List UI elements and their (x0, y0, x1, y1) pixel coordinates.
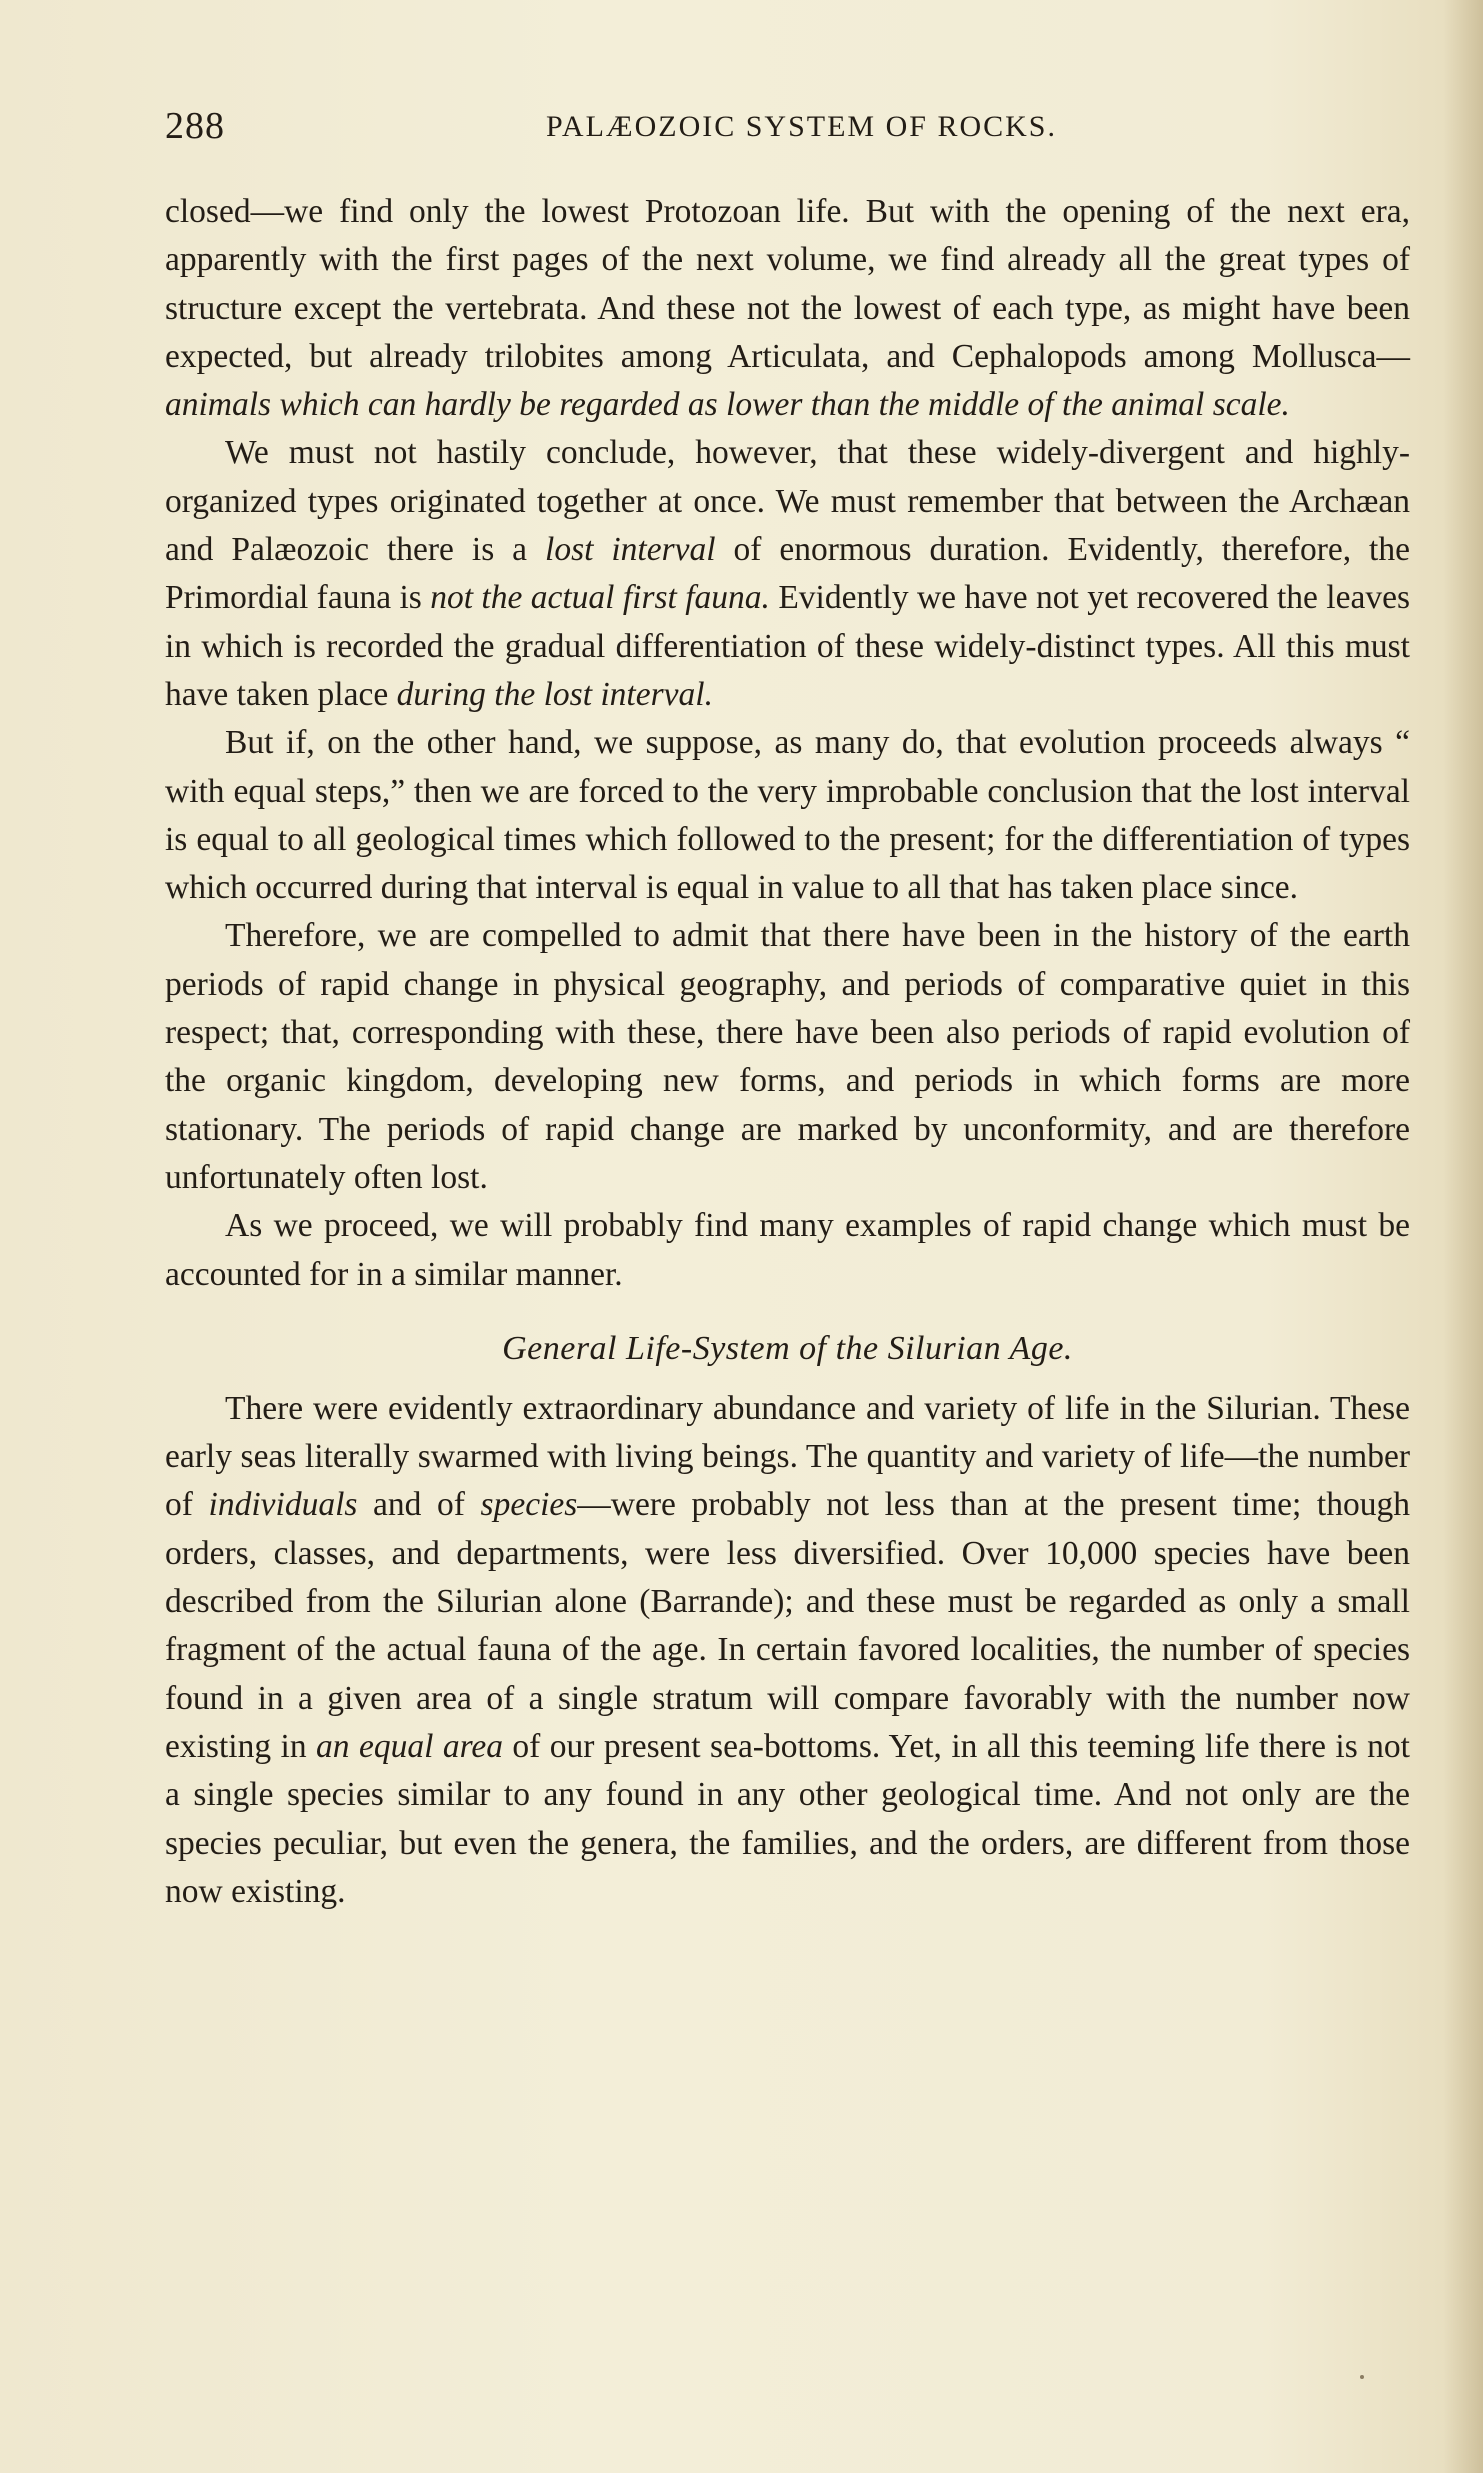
text-run: and of (357, 1486, 481, 1524)
section-heading: General Life-System of the Silurian Age. (502, 1329, 1073, 1367)
emphasis-text: species (480, 1486, 578, 1524)
emphasis-text: not the actual first fauna. (430, 579, 770, 617)
paragraph (165, 188, 1410, 429)
text-run: As we proceed, we will probably find many examples of rapid change which must be accounted for in a similar manner. (165, 1207, 1410, 1293)
text-run: —were probably not less than at the present time; though orders, classes, and departments, were less diversified. Over 10,000 species have been described from the Silurian alone (Barrande); and these must be regarded as only a small fragment of the actual fauna of the age. In certain favored localities, the number of species found in a given area of a single stratum will compare favorably with the number now existing in (165, 1486, 1410, 1765)
page-number: 288 (165, 105, 225, 147)
text-run: of our present sea-bottoms. Yet, in all this teeming life there is not a single species similar to any found in any other geological time. And not only are the species peculiar, but even the genera, the families, and the orders, are different from those now existing. (165, 1727, 1410, 1910)
emphasis-text: an equal area (316, 1727, 503, 1765)
text-run: of enormous duration. Evidently, therefore, the Primordial fauna is (165, 531, 1410, 617)
emphasis-text: animals which can hardly be regarded as lower than the middle of the animal scale. (165, 386, 1290, 424)
paragraph (165, 912, 1410, 1202)
paragraph (165, 429, 1410, 719)
text-run: Evidently we have not yet recovered the leaves in which is recorded the gradual differentiation of these widely-distinct types. All this must have taken place (165, 579, 1410, 713)
paper-speck (1360, 2375, 1364, 2379)
running-head: PALÆOZOIC SYSTEM OF ROCKS. (546, 110, 1057, 143)
text-run: Therefore, we are compelled to admit that there have been in the history of the earth periods of rapid change in physical geography, and periods of comparative quiet in this respect; that, corresponding with these, there have been also periods of rapid evolution of the organic kingdom, developing new forms, and periods in which forms are more stationary. The periods of rapid change are marked by unconformity, and are therefore unfortunately often lost. (165, 917, 1410, 1196)
emphasis-text: individuals (208, 1486, 358, 1524)
paragraph (165, 1385, 1410, 1916)
text-run: There were evidently extraordinary abundance and variety of life in the Silurian. These early seas literally swarmed with living beings. The quantity and variety of life—the number of (165, 1389, 1410, 1524)
emphasis-text: lost interval (545, 531, 716, 569)
page-edge-shadow (1443, 0, 1483, 2473)
page-header (165, 104, 1408, 160)
text-run: closed—we find only the lowest Protozoan life. But with the opening of the next era, apparently with the first pages of the next volume, we find already all the great types of structure except the vertebrata. And these not the lowest of each type, as might have been expected, but already trilobites among Articulata, and Cephalopods among Mollusca— (165, 193, 1410, 375)
body-text (165, 188, 1410, 1916)
emphasis-text: during the lost interval. (396, 675, 713, 713)
text-run: We must not hastily conclude, however, that these widely-divergent and highly-organized types originated together at once. We must remember that between the Archæan and Palæozoic there is a (165, 434, 1410, 569)
text-run: But if, on the other hand, we suppose, as many do, that evolution proceeds always “ with equal steps,” then we are forced to the very improbable conclusion that the lost interval is equal to all geological times which followed to the present; for the differentiation of types which occurred during that interval is equal in value to all that has taken place since. (165, 724, 1410, 907)
paragraph (165, 1202, 1410, 1299)
paragraph (165, 719, 1410, 912)
